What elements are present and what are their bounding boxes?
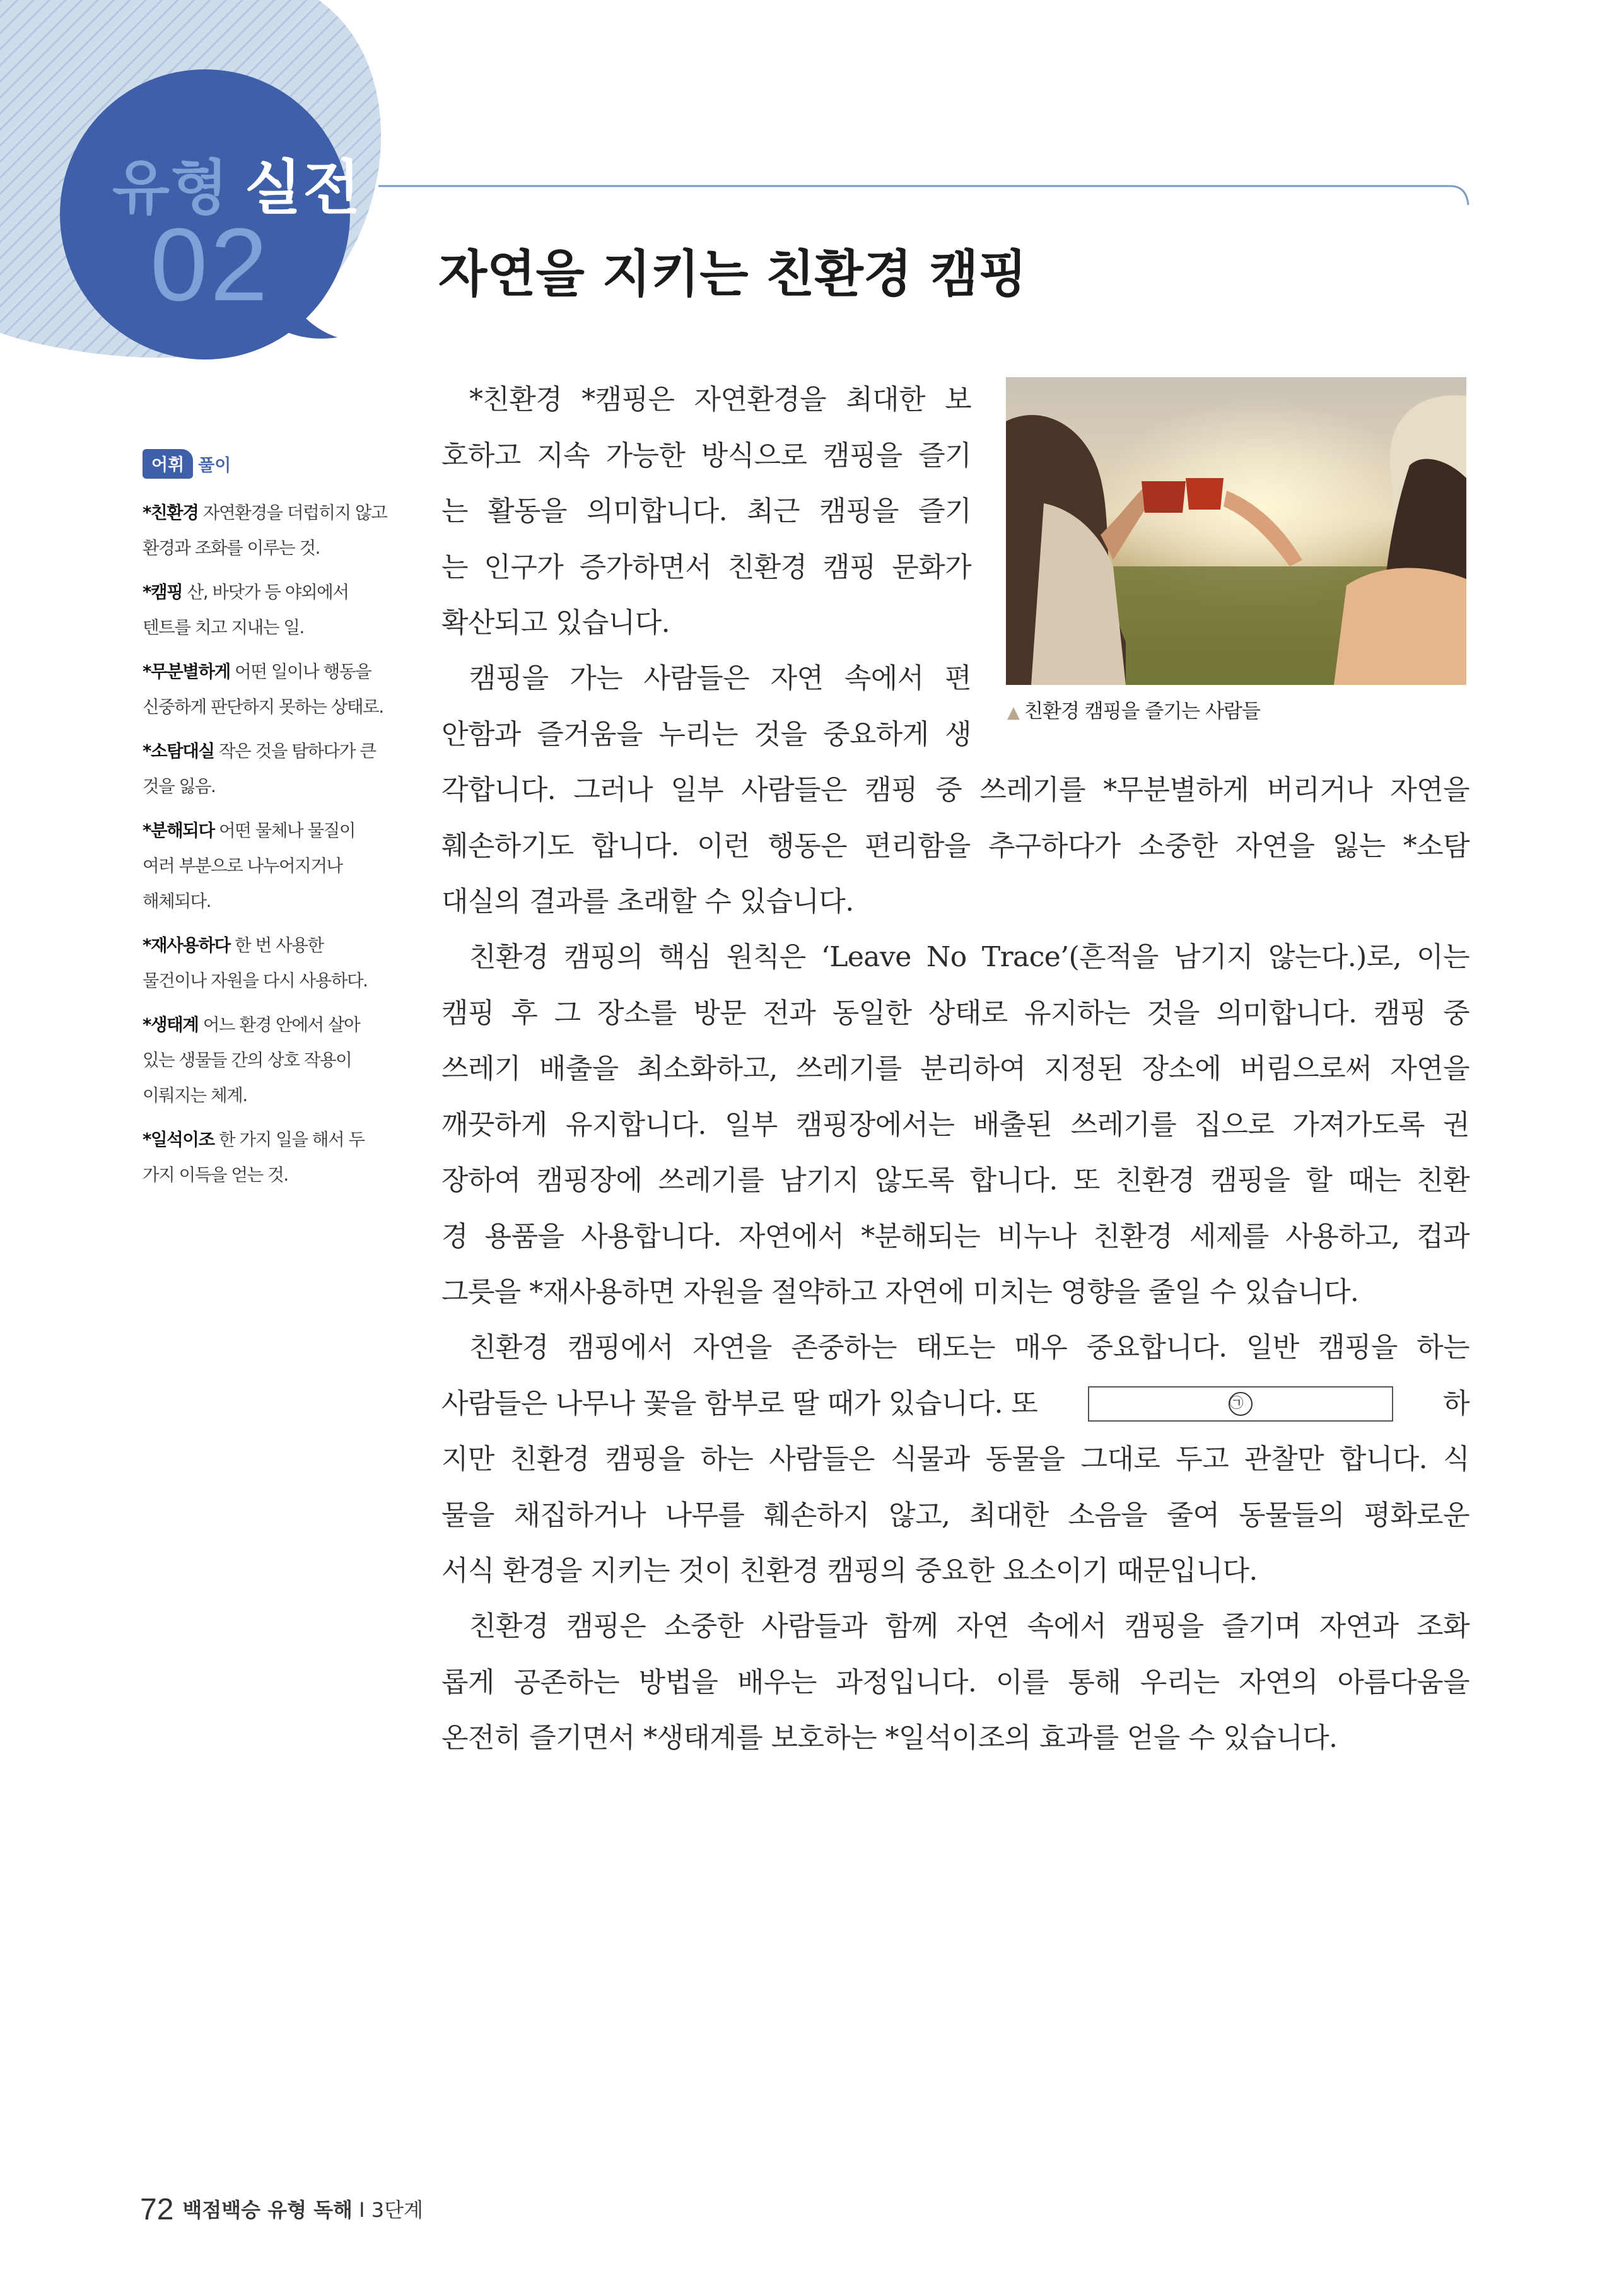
photo-caption-text: 친환경 캠핑을 즐기는 사람들 <box>1024 700 1260 723</box>
vocab-term: *소탐대실 <box>143 741 214 761</box>
vocab-def: 한 가지 일을 해서 두 가지 이득을 얻는 것. <box>143 1130 365 1185</box>
paragraph-3 <box>441 930 1469 1321</box>
text-line-part: 하 <box>1443 1387 1469 1420</box>
text-line: 호하고 지속 가능한 방식으로 캠핑을 즐기 <box>441 439 971 472</box>
vocab-def: 작은 것을 탐하다가 큰 것을 잃음. <box>143 741 376 797</box>
vocab-term: *생태계 <box>143 1015 199 1035</box>
vocab-term: *무분별하게 <box>143 662 230 682</box>
text-line: 롭게 공존하는 방법을 배우는 과정입니다. 이를 통해 우리는 자연의 아름다움을 <box>441 1666 1469 1698</box>
vocab-term: *분해되다 <box>143 821 214 841</box>
vocab-item <box>143 654 390 725</box>
text-line: 캠핑 후 그 장소를 방문 전과 동일한 상태로 유지하는 것을 의미합니다. 캠핑 중 <box>441 996 1469 1029</box>
camping-photo <box>1006 377 1466 685</box>
caption-triangle-icon: ▲ <box>1007 703 1019 722</box>
page-number: 72 <box>140 2193 174 2226</box>
vocab-term: *일석이조 <box>143 1130 214 1150</box>
vocab-sidebar <box>143 449 390 1201</box>
badge-number: 02 <box>150 207 271 322</box>
vocab-tag: 어휘 <box>143 449 193 479</box>
paragraph-1 <box>441 372 971 652</box>
text-line: 깨끗하게 유지합니다. 일부 캠핑장에서는 배출된 쓰레기를 집으로 가져가도록 권 <box>441 1108 1469 1141</box>
text-line-with-blank <box>441 1376 1469 1432</box>
vocab-item <box>143 928 390 998</box>
text-line: 대실의 결과를 초래할 수 있습니다. <box>441 885 854 918</box>
text-line: 훼손하기도 합니다. 이런 행동은 편리함을 추구하다가 소중한 자연을 잃는 *소탐 <box>441 829 1469 862</box>
text-line: 온전히 즐기면서 *생태계를 보호하는 *일석이조의 효과를 얻을 수 있습니다. <box>441 1722 1338 1754</box>
vocab-item <box>143 1007 390 1113</box>
header-rule <box>378 180 1476 218</box>
text-line: 지만 친환경 캠핑을 하는 사람들은 식물과 동물을 그대로 두고 관찰만 합니다. 식 <box>441 1443 1469 1475</box>
footer-level: 3단계 <box>371 2198 423 2222</box>
paragraph-2-start <box>441 651 971 763</box>
text-line: 친환경 캠핑은 소중한 사람들과 함께 자연 속에서 캠핑을 즐기며 자연과 조화 <box>469 1610 1469 1642</box>
text-line: 장하여 캠핑장에 쓰레기를 남기지 않도록 합니다. 또 친환경 캠핑을 할 때는 친환 <box>441 1164 1469 1196</box>
page-title: 자연을 지키는 친환경 캠핑 <box>438 245 1027 303</box>
vocab-def: 어느 환경 안에서 살아 있는 생물들 간의 상호 작용이 이뤄지는 체계. <box>143 1015 360 1106</box>
vocab-item <box>143 733 390 804</box>
vocab-item <box>143 495 390 566</box>
text-line: 그릇을 *재사용하면 자원을 절약하고 자연에 미치는 영향을 줄일 수 있습니다. <box>441 1276 1359 1308</box>
book-title: 백점백승 유형 독해 <box>182 2198 353 2222</box>
text-line: 쓰레기 배출을 최소화하고, 쓰레기를 분리하여 지정된 장소에 버림으로써 자연을 <box>441 1053 1469 1085</box>
vocab-item <box>143 813 390 919</box>
vocab-item <box>143 575 390 645</box>
vocab-def: 어떤 일이나 행동을 신중하게 판단하지 못하는 상태로. <box>143 662 383 717</box>
vocab-term: *재사용하다 <box>143 935 230 955</box>
text-line: 는 활동을 의미합니다. 최근 캠핑을 즐기 <box>441 495 971 527</box>
text-line: 는 인구가 증가하면서 친환경 캠핑 문화가 <box>441 551 971 583</box>
badge-type-word: 유형 <box>112 154 230 223</box>
blank-marker: ㉠ <box>1229 1392 1253 1416</box>
text-line: *친환경 *캠핑은 자연환경을 최대한 보 <box>469 383 971 416</box>
vocab-term: *캠핑 <box>143 582 183 602</box>
text-line: 친환경 캠핑의 핵심 원칙은 ‘Leave No Trace’(흔적을 남기지 않는다.)로, 이는 <box>469 941 1469 973</box>
paragraph-5 <box>441 1599 1469 1767</box>
vocab-item <box>143 1122 390 1193</box>
vocab-term: *친환경 <box>143 503 199 523</box>
vocab-def: 어떤 물체나 물질이 여러 부분으로 나누어지거나 해체되다. <box>143 821 355 911</box>
text-line: 물을 채집하거나 나무를 훼손하지 않고, 최대한 소음을 줄여 동물들의 평화로운 <box>441 1499 1469 1531</box>
text-line: 경 용품을 사용합니다. 자연에서 *분해되는 비누나 친환경 세제를 사용하고, 컵과 <box>441 1220 1469 1253</box>
vocab-subtitle: 풀이 <box>198 456 231 476</box>
text-line: 친환경 캠핑에서 자연을 존중하는 태도는 매우 중요합니다. 일반 캠핑을 하는 <box>469 1331 1469 1364</box>
vocab-def: 산, 바닷가 등 야외에서 텐트를 치고 지내는 일. <box>143 582 349 638</box>
text-line-part: 사람들은 나무나 꽃을 함부로 딸 때가 있습니다. 또 <box>441 1387 1038 1420</box>
vocab-header <box>143 449 390 479</box>
footer-separator: I <box>359 2198 365 2222</box>
text-line: 각합니다. 그러나 일부 사람들은 캠핑 중 쓰레기를 *무분별하게 버리거나 자연을 <box>441 774 1469 806</box>
answer-blank-box[interactable] <box>1088 1386 1393 1422</box>
text-line: 서식 환경을 지키는 것이 친환경 캠핑의 중요한 요소이기 때문입니다. <box>441 1555 1258 1587</box>
vocab-def: 자연환경을 더럽히지 않고 환경과 조화를 이루는 것. <box>143 503 387 558</box>
text-line: 캠핑을 가는 사람들은 자연 속에서 편 <box>469 662 971 694</box>
paragraph-4 <box>441 1320 1469 1599</box>
text-line: 안함과 즐거움을 누리는 것을 중요하게 생 <box>441 718 971 751</box>
photo-caption <box>1007 695 1260 723</box>
paragraph-2-rest <box>441 763 1469 930</box>
badge-practice-word: 실전 <box>244 154 362 223</box>
vocab-def: 한 번 사용한 물건이나 자원을 다시 사용하다. <box>143 935 368 991</box>
text-line: 확산되고 있습니다. <box>441 607 670 639</box>
page-footer <box>140 2192 423 2227</box>
